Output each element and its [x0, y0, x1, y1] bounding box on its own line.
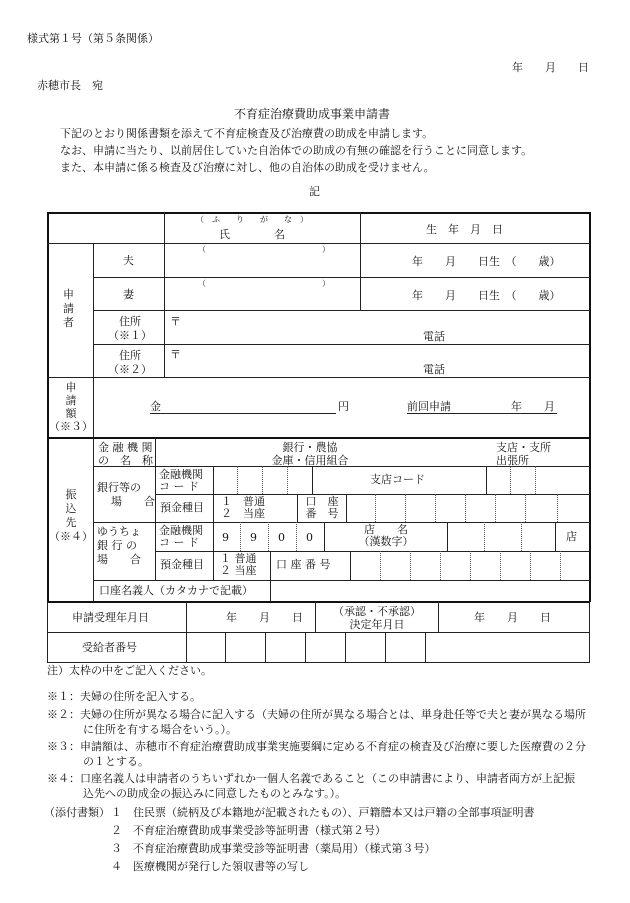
name-header: 氏 名	[219, 228, 285, 241]
shop-name-input[interactable]	[450, 525, 552, 548]
attachments-label: （添付書類）	[44, 806, 110, 819]
fill-note: 注）太枠の中をご記入ください。	[47, 664, 212, 677]
amount-prefix: 金	[150, 400, 161, 413]
husband-birth-date[interactable]: 年 月 日生 （ 歳）	[412, 255, 561, 268]
address-1-postal-mark: 〒	[170, 315, 181, 328]
received-date-value: 年 月 日	[226, 611, 303, 624]
note-4-line-2: 込先への助成金の振込みに同意したものとみなす。）。	[83, 787, 347, 800]
form-title: 不育症治療費助成事業申請書	[234, 107, 391, 121]
attachment-1: １ 住民票（続柄及び本籍地が記載されたもの）、戸籍謄本又は戸籍の全部事項証明書	[111, 806, 535, 819]
yucho-code-digit-3: 0	[278, 531, 285, 544]
shop-suffix: 店	[566, 530, 577, 543]
note-2-line-1: ※２：夫婦の住所が異なる場合に記入する（夫婦の住所が異なる場合とは、単身赴任等で夫と妻が異なる場所	[47, 708, 586, 721]
husband-furigana-close: ）	[322, 245, 330, 254]
institution-code-input[interactable]	[216, 469, 310, 491]
yucho-code-digit-2: 9	[250, 531, 257, 544]
note-2-line-2: に住所を有する場合をいう。）。	[83, 723, 237, 736]
note-4-line-1: ※４：口座名義人は申請者のうちいずれか一個人名義であること（この申請書により、申請者両方が上記振	[47, 772, 575, 785]
address-1-label: 住所 （※１）	[108, 315, 152, 342]
intro-line-2: なお、申請に当たり、以前居住していた自治体での助成の有無の確認を行うことに同意します。	[60, 144, 533, 157]
institution-code-label: 金融機関 コ ー ド	[159, 468, 203, 493]
branch-type-options: 支店・支所 出張所	[496, 441, 551, 467]
deposit-type-label: 預金種目	[160, 501, 204, 514]
previous-application-date: 年 月	[511, 400, 555, 413]
submission-date: 年 月 日	[512, 61, 589, 74]
attachment-4: ４ 医療機関が発行した領収書等の写し	[111, 860, 309, 873]
amount-input[interactable]	[150, 401, 336, 414]
approval-date-value: 年 月 日	[474, 611, 551, 624]
intro-line-3: また、本申請に係る検査及び治療に対し、他の自治体の助成を受けません。	[60, 161, 435, 174]
yucho-case-label: ゆうちょ 銀 行 の 場 合	[97, 525, 141, 566]
wife-label: 妻	[123, 288, 134, 301]
form-number: 様式第１号（第５条関係）	[27, 32, 159, 45]
note-1: ※１：夫婦の住所を記入する。	[47, 690, 201, 703]
addressee: 赤穂市長 宛	[37, 79, 103, 92]
account-holder-input[interactable]	[274, 583, 586, 599]
institution-name-label: 金 融 機 関 の 名 称	[98, 441, 153, 467]
yucho-deposit-type-label: 預金種目	[160, 558, 204, 571]
note-3-line-1: ※３：申請額は、赤穂市不育症治療費助成事業実施要綱に定める不育症の検査及び治療に要した医療費の２分	[47, 740, 586, 753]
transfer-side-label: 振 込 先 （※４）	[49, 488, 93, 543]
recipient-number-label: 受給者番号	[82, 641, 137, 654]
bank-type-options: 銀行・農協 金庫・信用組合	[271, 441, 349, 467]
account-number-label: 口 座 番 号	[305, 495, 339, 520]
yucho-deposit-type-options[interactable]: １ 普通 ２ 当座	[220, 552, 257, 577]
previous-application-input[interactable]	[407, 401, 557, 414]
institution-name-input[interactable]	[160, 440, 480, 464]
shop-name-label: 店 名 （漢数字）	[358, 523, 414, 548]
intro-line-1: 下記のとおり関係書類を添えて不育症検査及び治療費の助成を申請します。	[60, 127, 434, 140]
address-1-input[interactable]	[185, 314, 585, 342]
yucho-account-number-input[interactable]	[353, 554, 585, 577]
wife-furigana-close: ）	[322, 279, 330, 288]
amount-suffix: 円	[338, 400, 349, 413]
furigana-header: （ ふ り が な ）	[196, 215, 308, 224]
received-date-label: 申請受理年月日	[72, 611, 149, 624]
wife-furigana-open: （	[198, 279, 206, 288]
husband-name-input[interactable]	[202, 260, 352, 274]
applicant-side-label: 申 請 者	[63, 288, 74, 329]
attachment-2: ２ 不育症治療費助成事業受診等証明書（様式第２号）	[111, 824, 386, 837]
address-2-input[interactable]	[185, 348, 585, 376]
husband-label: 夫	[123, 254, 134, 267]
branch-code-label: 支店コード	[370, 473, 425, 486]
deposit-type-options[interactable]: １ 普通 ２ 当座	[221, 495, 265, 520]
birth-date-header: 生 年 月 日	[426, 223, 503, 236]
yucho-institution-code-label: 金融機関 コ ー ド	[159, 524, 203, 549]
note-3-line-2: の１とする。	[83, 755, 149, 768]
address-2-postal-mark: 〒	[170, 348, 181, 361]
account-holder-label: 口座名義人（カタカナで記載）	[99, 584, 253, 597]
previous-application-label: 前回申請	[407, 400, 451, 413]
address-2-label: 住所 （※２）	[108, 349, 152, 376]
wife-name-input[interactable]	[202, 294, 352, 308]
husband-furigana-open: （	[198, 245, 206, 254]
yucho-code-digit-1: 9	[222, 531, 229, 544]
address-1-phone-label: 電話	[423, 330, 445, 343]
bank-case-label: 銀行等の 場 合	[97, 481, 155, 508]
yucho-account-number-label: 口 座 番 号	[276, 558, 331, 571]
wife-birth-date[interactable]: 年 月 日生 （ 歳）	[412, 289, 561, 302]
yucho-code-digit-4: 0	[306, 531, 313, 544]
address-2-phone-label: 電話	[423, 363, 445, 376]
branch-code-input[interactable]	[489, 469, 585, 491]
account-number-input[interactable]	[349, 497, 585, 519]
ki-label: 記	[309, 185, 320, 198]
attachment-3: ３ 不育症治療費助成事業受診等証明書（薬局用）（様式第３号）	[111, 842, 436, 855]
approval-date-label: （承認・不承認） 決定年月日	[333, 605, 421, 631]
amount-side-label: 申 請 額 （※３）	[49, 381, 93, 433]
